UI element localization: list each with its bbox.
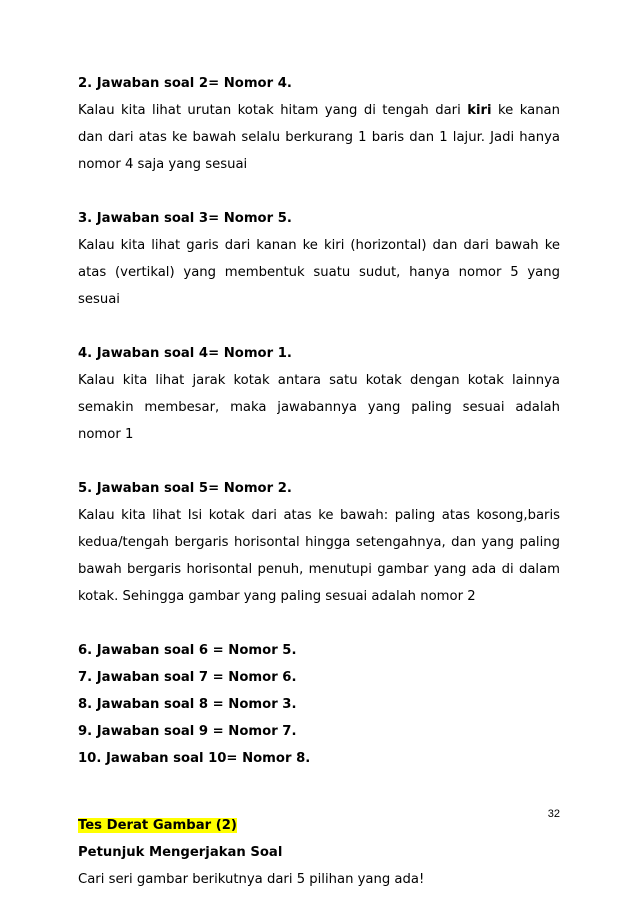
answer-4-heading: 4. Jawaban soal 4= Nomor 1. — [78, 346, 292, 361]
section-title-row — [78, 812, 560, 839]
page-number: 32 — [547, 808, 560, 820]
answer-9: 9. Jawaban soal 9 = Nomor 7. — [78, 724, 297, 739]
answer-2-text-b: ke kanan dan dari atas ke bawah selalu berkurang 1 baris dan 1 lajur. Jadi hanya nomor 4 saja yang sesuai — [78, 103, 560, 172]
answer-2-heading: 2. Jawaban soal 2= Nomor 4. — [78, 76, 292, 91]
page-content — [78, 70, 560, 893]
answer-2-text-a: Kalau kita lihat urutan kotak hitam yang di tengah dari — [78, 103, 468, 118]
answer-8: 8. Jawaban soal 8 = Nomor 3. — [78, 697, 297, 712]
answer-4-explanation: Kalau kita lihat jarak kotak antara satu kotak dengan kotak lainnya semakin membesar, maka jawabannya yang paling sesuai adalah nomor 1 — [78, 373, 560, 442]
section-subtitle: Petunjuk Mengerjakan Soal — [78, 845, 283, 860]
answer-5-heading: 5. Jawaban soal 5= Nomor 2. — [78, 481, 292, 496]
answer-10: 10. Jawaban soal 10= Nomor 8. — [78, 751, 311, 766]
answer-7: 7. Jawaban soal 7 = Nomor 6. — [78, 670, 297, 685]
answer-5-explanation: Kalau kita lihat Isi kotak dari atas ke bawah: paling atas kosong,baris kedua/tengah bergaris horisontal hingga setengahnya, dan yang paling bawah bergaris horisontal penuh, menutupi gambar yang ada di dalam kotak. Sehingga gambar yang paling sesuai adalah nomor 2 — [78, 508, 560, 604]
answer-3-explanation: Kalau kita lihat garis dari kanan ke kiri (horizontal) dan dari bawah ke atas (vertikal) yang membentuk suatu sudut, hanya nomor 5 yang sesuai — [78, 238, 560, 307]
answer-3-heading: 3. Jawaban soal 3= Nomor 5. — [78, 211, 292, 226]
answer-6: 6. Jawaban soal 6 = Nomor 5. — [78, 643, 297, 658]
answer-2-bold-word: kiri — [467, 103, 492, 118]
section-instruction: Cari seri gambar berikutnya dari 5 pilihan yang ada! — [78, 872, 425, 887]
answer-2-explanation — [78, 97, 560, 178]
section-title: Tes Derat Gambar (2) — [78, 818, 237, 833]
